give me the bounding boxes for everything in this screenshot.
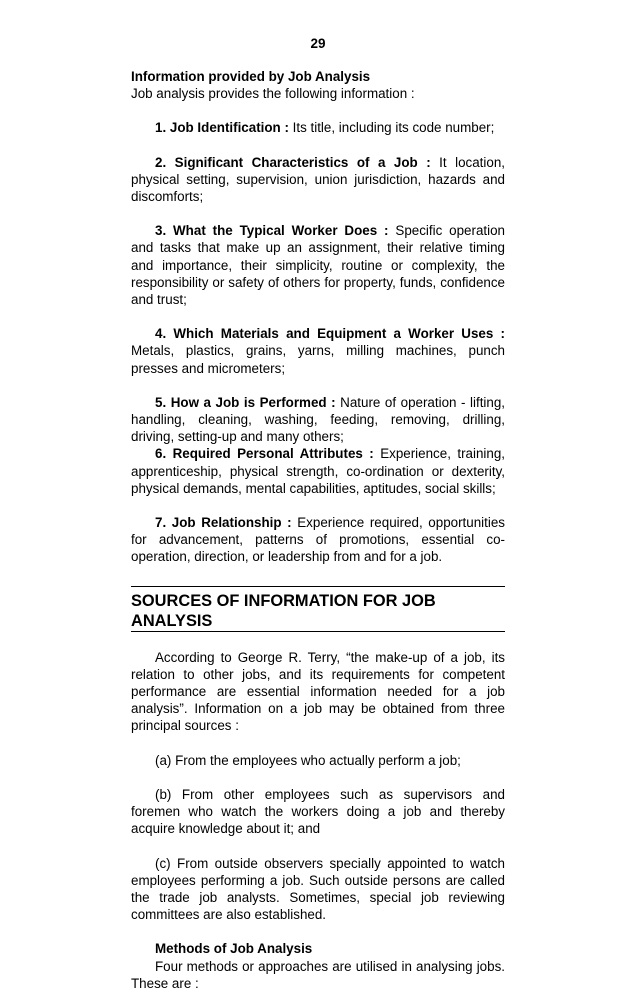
item-text: Experience required, opportunities for advancement, patterns of promotions, essential co-operation, direction, or leadership from and for a job. [131,515,505,565]
info-heading: Information provided by Job Analysis [131,69,371,84]
methods-heading: Methods of Job Analysis [155,941,313,957]
page-number: 29 [310,36,326,51]
info-intro: Job analysis provides the following information : [131,86,415,102]
item-label: 5. How a Job is Performed : [155,394,336,410]
item-label: 3. What the Typical Worker Does : [155,223,389,239]
section-title-text: SOURCES OF INFORMATION FOR JOB ANALYSIS [131,591,436,630]
source-item-b: (b) From other employees such as supervisors and foremen who watch the workers doing a job and thereby acquire knowledge about it; and [131,786,505,837]
source-item-a: (a) From the employees who actually perform a job; [155,752,461,768]
sources-intro: According to George R. Terry, “the make-up of a job, its relation to other jobs, and its requirements for competent performance are essential information needed for a job analysis”. Information on a job may be obtained from three principal sources : [131,649,505,734]
item-how-performed [131,394,505,446]
item-text: Metals, plastics, grains, yarns, milling machines, punch presses and micrometers; [131,343,505,376]
item-typical-worker [131,222,505,308]
item-personal-attributes [131,445,505,497]
section-title [131,586,505,632]
source-item-c: (c) From outside observers specially appointed to watch employees performing a job. Such outside persons are called the trade job analysts. Sometimes, special job reviewing committees are also established. [131,855,505,923]
item-job-identification [131,119,505,136]
page-content [131,68,505,992]
item-label: 6. Required Personal Attributes : [155,446,374,462]
item-text: It location, physical setting, supervision, union jurisdiction, hazards and discomforts; [131,154,505,205]
item-materials-equipment [131,325,505,377]
item-label: 2. Significant Characteristics of a Job : [155,154,431,170]
item-text: Experience, training, apprenticeship, physical strength, co-ordination or dexterity, physical demands, mental capabilities, aptitudes, social skills; [131,446,505,496]
item-label: 4. Which Materials and Equipment a Worker Uses : [155,326,505,342]
item-text: Nature of operation - lifting, handling, cleaning, washing, feeding, removing, drilling, driving, setting-up and many others; [131,394,506,445]
item-text: Specific operation and tasks that make up an assignment, their relative timing and importance, their simplicity, routine or complexity, the responsibility or safety of others for property, funds, confidence and trust; [131,223,506,308]
item-job-relationship [131,514,505,566]
item-text: Its title, including its code number; [288,120,495,136]
item-label: 7. Job Relationship : [155,515,292,531]
methods-text: Four methods or approaches are utilised in analysing jobs. These are : [131,958,505,991]
item-label: 1. Job Identification : [155,120,289,136]
item-significant-characteristics [131,154,505,206]
